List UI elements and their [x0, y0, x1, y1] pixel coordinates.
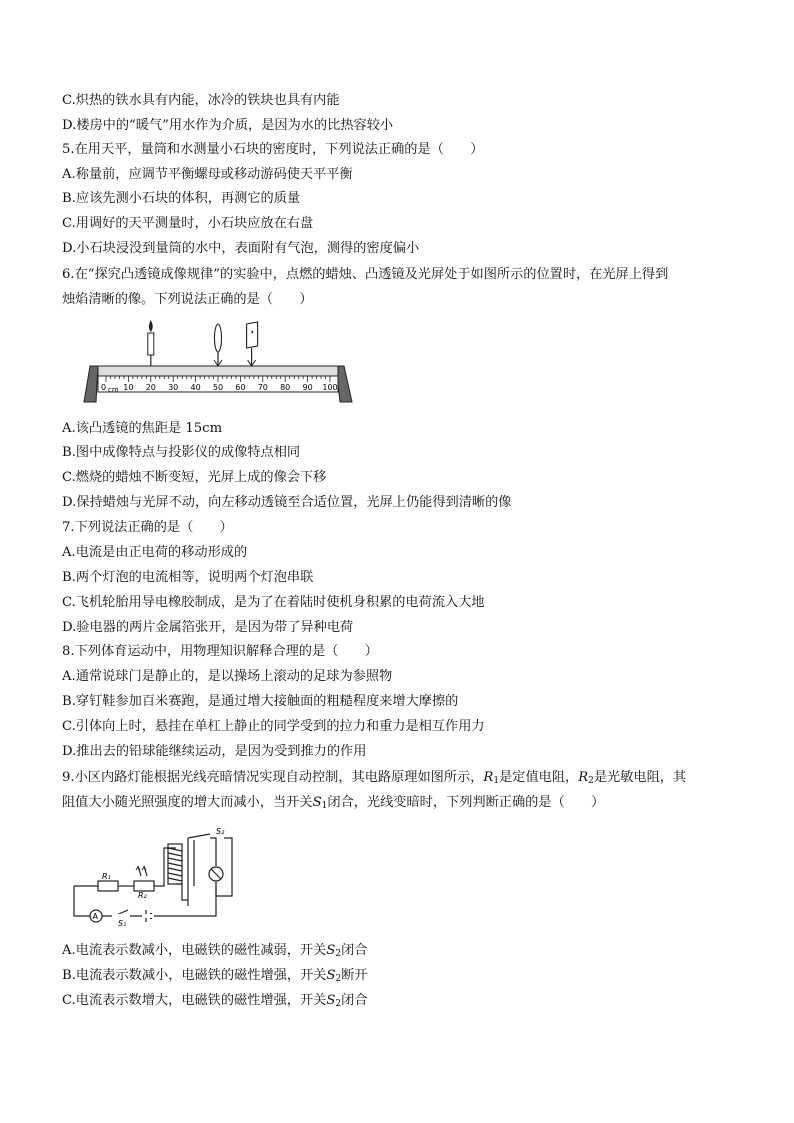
s2-subscript: 2	[335, 974, 342, 984]
r2-symbol: R	[578, 770, 589, 785]
q6-option-b: B.图中成像特点与投影仪的成像特点相同	[62, 445, 301, 460]
candle-body	[148, 333, 154, 355]
q7-stem: 7.下列说法正确的是（ ）	[62, 520, 233, 535]
r1-label: R₁	[102, 872, 111, 881]
s1-symbol: S	[312, 795, 322, 810]
left-stand	[84, 366, 98, 402]
ruler-tick-label: 50	[212, 383, 224, 392]
q9-stem-text-c: 是光敏电阻，其	[593, 770, 687, 785]
ruler-zero-label: 0	[101, 383, 107, 392]
q9-option-b-text: B.电流表示数减小，电磁铁的磁性增强，开关	[62, 968, 327, 983]
q9-option-c-text: C.电流表示数增大，电磁铁的磁性增强，开关	[62, 993, 327, 1008]
ammeter-label: A	[92, 912, 98, 921]
circuit-figure	[66, 826, 246, 926]
s2-switch-blade	[188, 834, 210, 838]
screen-plate	[247, 322, 258, 348]
ruler-tick-label: 100	[322, 383, 338, 392]
light-arrows	[138, 866, 147, 876]
ruler-tick-label: 20	[145, 383, 156, 392]
q4-option-c: C.炽热的铁水具有内能，冰冷的铁块也具有内能	[62, 93, 340, 108]
ruler-tick-label: 60	[235, 383, 246, 392]
s2-symbol: S	[326, 968, 336, 983]
q5-option-d: D.小石块浸没到量筒的水中，表面附有气泡，测得的密度偏小	[62, 241, 420, 256]
q7-option-d: D.验电器的两片金属箔张开，是因为带了异种电荷	[62, 620, 354, 635]
r2-subscript: 2	[588, 776, 594, 786]
light-screen	[247, 322, 258, 366]
r1-symbol: R	[483, 770, 494, 785]
candle-flame	[149, 320, 153, 332]
q9-stem-text-e: 闭合，光线变暗时，下列判断正确的是（ ）	[327, 795, 605, 810]
q9-option-c	[62, 992, 368, 1013]
ruler-tick-label: 90	[302, 383, 313, 392]
candle	[148, 320, 154, 366]
q7-option-c: C.飞机轮胎用导电橡胶制成，是为了在着陆时使机身积累的电荷流入大地	[62, 595, 485, 610]
q9-option-a-text: A.电流表示数减小，电磁铁的磁性减弱，开关	[62, 943, 327, 958]
q8-option-c: C.引体向上时，悬挂在单杠上静止的同学受到的拉力和重力是相互作用力	[62, 719, 485, 734]
q9-option-a-end: 闭合	[341, 943, 368, 958]
s2-subscript: 2	[335, 999, 342, 1009]
q9-stem-line2	[62, 794, 604, 815]
ruler-tick-label: 40	[190, 383, 201, 392]
s2-subscript: 2	[335, 949, 342, 959]
q6-option-a: A.该凸透镜的焦距是 15cm	[62, 421, 223, 436]
q6-option-d: D.保持蜡烛与光屏不动，向左移动透镜至合适位置，光屏上仍能得到清晰的像	[62, 495, 512, 510]
lamp-filament	[211, 869, 221, 879]
ruler-tick-label: 30	[168, 383, 179, 392]
q5-option-c: C.用调好的天平测量时，小石块应放在右盘	[62, 216, 314, 231]
q8-option-a: A.通常说球门是静止的，是以操场上滚动的足球为参照物	[62, 669, 393, 684]
q9-option-c-end: 闭合	[341, 993, 368, 1008]
r1-subscript: 1	[493, 776, 500, 786]
q9-stem-text-b: 是定值电阻，	[499, 770, 579, 785]
q8-stem: 8.下列体育运动中，用物理知识解释合理的是（ ）	[62, 644, 378, 659]
q6-stem-line2: 烛焰清晰的像。下列说法正确的是（ ）	[62, 292, 313, 307]
q4-option-d: D.楼房中的“暖气”用水作为介质，是因为水的比热容较小	[62, 118, 394, 133]
q9-stem-text-d: 阻值大小随光照强度的增大而减小，当开关	[62, 795, 313, 810]
q7-option-a: A.电流是由正电荷的移动形成的	[62, 545, 248, 560]
ruler-tick-label: 70	[257, 383, 268, 392]
r2-resistor	[134, 881, 154, 891]
q8-option-b: B.穿钉鞋参加百米赛跑，是通过增大接触面的粗糙程度来增大摩擦的	[62, 694, 459, 709]
q9-option-b-end: 断开	[341, 968, 368, 983]
s2-symbol: S	[326, 993, 336, 1008]
q9-option-b	[62, 967, 368, 988]
r1-resistor	[98, 881, 118, 891]
q5-option-b: B.应该先测小石块的体积，再测它的质量	[62, 191, 301, 206]
q6-option-c: C.燃烧的蜡烛不断变短，光屏上成的像会下移	[62, 470, 327, 485]
ruler-unit-label: cm	[108, 386, 119, 394]
q9-option-a	[62, 942, 367, 963]
convex-lens	[214, 324, 222, 366]
electromagnet-winding	[168, 848, 182, 881]
ruler-tick-label: 10	[123, 383, 134, 392]
s1-label: S₁	[118, 919, 127, 926]
r2-label: R₂	[138, 891, 147, 900]
lamp-wire-top	[210, 838, 216, 866]
q5-stem: 5.在用天平，量筒和水测量小石块的密度时，下列说法正确的是（ ）	[62, 142, 484, 157]
ruler-tick-label: 80	[280, 383, 291, 392]
s2-label: S₂	[216, 827, 225, 836]
s1-subscript: 1	[321, 801, 328, 811]
optical-bench-figure	[80, 318, 360, 410]
q5-option-a: A.称量前，应调节平衡螺母或移动游码使天平平衡	[62, 167, 353, 182]
rail-top	[98, 366, 338, 376]
q7-option-b: B.两个灯泡的电流相等，说明两个灯泡串联	[62, 570, 314, 585]
q8-option-d: D.推出去的铅球能继续运动，是因为受到推力的作用	[62, 744, 367, 759]
lens-glass	[215, 324, 222, 352]
coil-bottom-wire	[176, 884, 188, 900]
q9-stem-text-a: 9.小区内路灯能根据光线亮暗情况实现自动控制，其电路原理如图所示，	[62, 770, 484, 785]
q6-stem-line1: 6.在“探究凸透镜成像规律”的实验中，点燃的蜡烛、凸透镜及光屏处于如图所示的位置时，在光屏上得到	[62, 267, 669, 282]
q9-stem-line1	[62, 769, 686, 790]
s2-symbol: S	[326, 943, 336, 958]
